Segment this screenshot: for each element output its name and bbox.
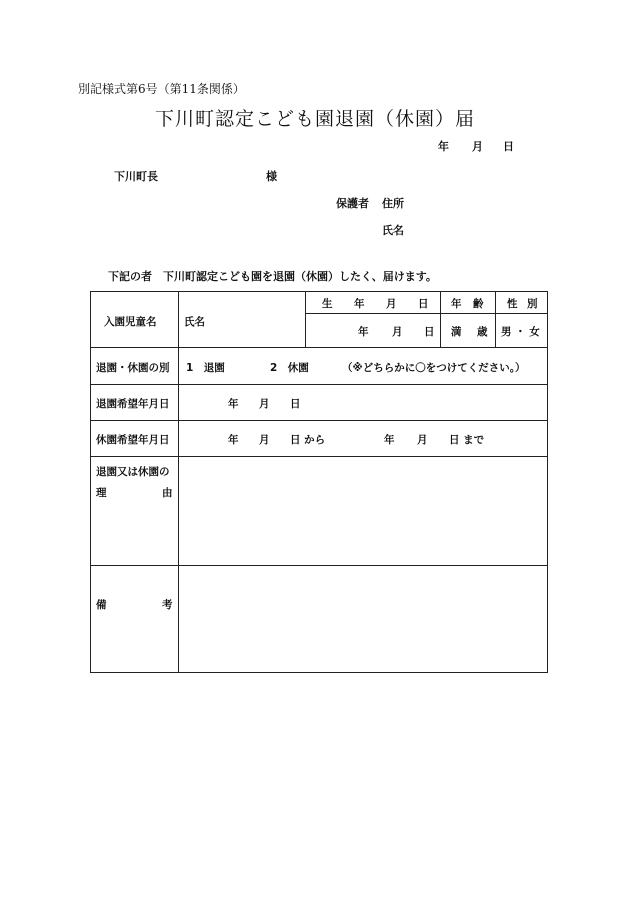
reason-label-ri: 理 — [96, 487, 107, 499]
reason-label-yu: 由 — [162, 487, 173, 499]
leave-to-month: 月 — [417, 434, 428, 446]
gender-header-1: 性 — [507, 298, 518, 310]
guardian-label: 保護者 — [336, 197, 369, 210]
type-option-withdraw[interactable]: 1 退園 — [186, 362, 225, 374]
age-header-2: 齢 — [473, 298, 484, 310]
address-label: 住所 — [382, 197, 404, 210]
birth-year-label: 年 — [358, 326, 369, 338]
row-divider — [90, 420, 548, 421]
leave-to-day: 日 まで — [449, 434, 485, 446]
birth-day-label: 日 — [424, 326, 435, 338]
gender-header-2: 別 — [527, 298, 538, 310]
withdraw-day-label: 日 — [290, 398, 301, 410]
addressee-name: 下川町長 — [114, 170, 158, 183]
addressee-honorific: 様 — [266, 170, 277, 183]
birth-header-3: 月 — [386, 298, 397, 310]
age-suffix: 歳 — [477, 326, 488, 338]
row-divider — [90, 456, 548, 457]
form-code: 別記様式第6号（第11条関係） — [78, 82, 245, 96]
birth-header-1: 生 — [322, 298, 333, 310]
withdraw-month-label: 月 — [259, 398, 270, 410]
remarks-label-bi: 備 — [96, 599, 107, 611]
type-label: 退園・休園の別 — [96, 362, 170, 374]
intro-text: 下記の者 下川町認定こども園を退園（休園）したく、届けます。 — [108, 270, 437, 283]
leave-date-label: 休園希望年月日 — [96, 434, 170, 446]
birth-column-divider — [440, 291, 441, 347]
type-note: （※どちらかに〇をつけてください。） — [342, 362, 526, 374]
age-column-divider — [495, 291, 496, 347]
birth-header-2: 年 — [354, 298, 365, 310]
header-subdivider — [305, 313, 548, 314]
page-title: 下川町認定こども園退園（休園）届 — [154, 108, 475, 130]
reason-input-area[interactable] — [180, 458, 546, 564]
withdraw-date-label: 退園希望年月日 — [96, 398, 170, 410]
label-column-divider — [178, 291, 179, 673]
birth-month-label: 月 — [392, 326, 403, 338]
leave-from-day: 日 から — [290, 434, 326, 446]
leave-from-year: 年 — [228, 434, 239, 446]
age-prefix: 満 — [451, 326, 462, 338]
type-option-leave[interactable]: 2 休園 — [270, 362, 309, 374]
date-month-label: 月 — [472, 140, 483, 153]
age-header-1: 年 — [451, 298, 462, 310]
birth-header-4: 日 — [418, 298, 429, 310]
reason-label-line1: 退園又は休園の — [96, 466, 170, 478]
remarks-label-kou: 考 — [162, 599, 173, 611]
row-divider — [90, 565, 548, 566]
date-day-label: 日 — [503, 140, 514, 153]
row-divider — [90, 384, 548, 385]
leave-from-month: 月 — [259, 434, 270, 446]
date-year-label: 年 — [438, 140, 449, 153]
row-divider — [90, 347, 548, 348]
applicant-name-label: 氏名 — [382, 224, 404, 237]
remarks-input-area[interactable] — [180, 567, 546, 671]
gender-value: 男 ・ 女 — [501, 326, 540, 338]
child-label: 入園児童名 — [104, 316, 157, 328]
leave-to-year: 年 — [384, 434, 395, 446]
withdraw-year-label: 年 — [228, 398, 239, 410]
child-name-label: 氏名 — [184, 316, 205, 328]
name-column-divider — [305, 291, 306, 347]
